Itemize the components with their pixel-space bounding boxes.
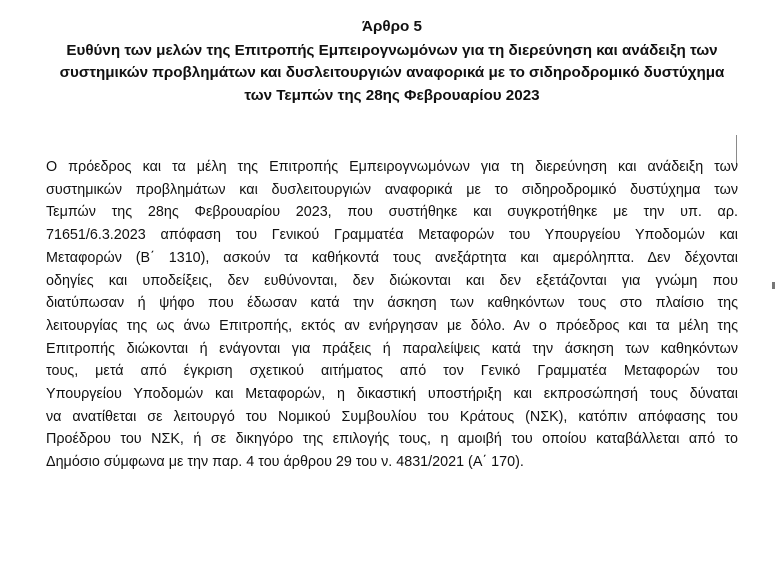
body-text-line: λειτουργίας της ως άνω Επιτροπής, εκτός αν ενήργησαν με δόλο. Αν ο πρόεδρος και τα μέλη της xyxy=(46,317,738,334)
body-text-line: Υπουργείου Υποδομών και Μεταφορών, η δικαστική υποστήριξη και εκπροσώπησή τους δύναται xyxy=(46,386,738,403)
article-subtitle-line: Ευθύνη των μελών της Επιτροπής Εμπειρογνωμόνων για τη διερεύνηση και ανάδειξη των xyxy=(66,41,718,59)
article-heading xyxy=(40,16,744,108)
body-text-line: Ο πρόεδρος και τα μέλη της Επιτροπής Εμπειρογνωμόνων για τη διερεύνηση και ανάδειξη των xyxy=(46,159,738,175)
body-text-line: 71651/6.3.2023 απόφαση του Γενικού Γραμματέα Μεταφορών του Υπουργείου Υποδομών και xyxy=(46,227,738,244)
body-text-line: να ανατίθεται σε λειτουργό του Νομικού Συμβουλίου του Κράτους (ΝΣΚ), κατόπιν απόφασης του xyxy=(46,408,738,425)
article-body xyxy=(46,156,738,474)
article-subtitle-line: των Τεμπών της 28ης Φεβρουαρίου 2023 xyxy=(244,87,540,105)
article-title: Άρθρο 5 xyxy=(362,18,422,35)
body-text-line: Τεμπών της 28ης Φεβρουαρίου 2023, που συστήθηκε και συγκροτήθηκε με την υπ. αρ. xyxy=(46,204,738,221)
scan-artifact-mark xyxy=(772,282,775,289)
article-subtitle-line: συστημικών προβλημάτων και δυσλειτουργιών αναφορικά με το σιδηροδρομικό δυστύχημα xyxy=(59,64,725,82)
body-text-line: Επιτροπής διώκονται ή ενάγονται για πράξεις ή παραλείψεις κατά την άσκηση των καθηκόντων xyxy=(46,340,738,357)
body-text-line: συστημικών προβλημάτων και δυσλειτουργιών αναφορικά με το σιδηροδρομικό δυστύχημα των xyxy=(46,181,738,198)
body-text-line: τους, μετά από έγκριση σχετικού αιτήματος από τον Γενικό Γραμματέα Μεταφορών του xyxy=(46,363,738,380)
body-text-line: Μεταφορών (Β΄ 1310), ασκούν τα καθήκοντά τους ανεξάρτητα και αμερόληπτα. Δεν δέχονται xyxy=(46,249,738,266)
body-text-line: οδηγίες και υποδείξεις, δεν ευθύνονται, δεν διώκονται και δεν εξετάζονται για γνώμη που xyxy=(46,272,738,289)
body-text-line: Δημόσιο σύμφωνα με την παρ. 4 του άρθρου 29 του ν. 4831/2021 (Α΄ 170). xyxy=(46,454,524,471)
body-text-line: Προέδρου του ΝΣΚ, ή σε δικηγόρο της επιλογής τους, η αμοιβή του οποίου καταβάλλεται από το xyxy=(46,431,738,448)
body-text-line: διατύπωσαν ή ψήφο που έδωσαν κατά την άσκηση των καθηκόντων τους στο πλαίσιο της xyxy=(46,295,738,312)
